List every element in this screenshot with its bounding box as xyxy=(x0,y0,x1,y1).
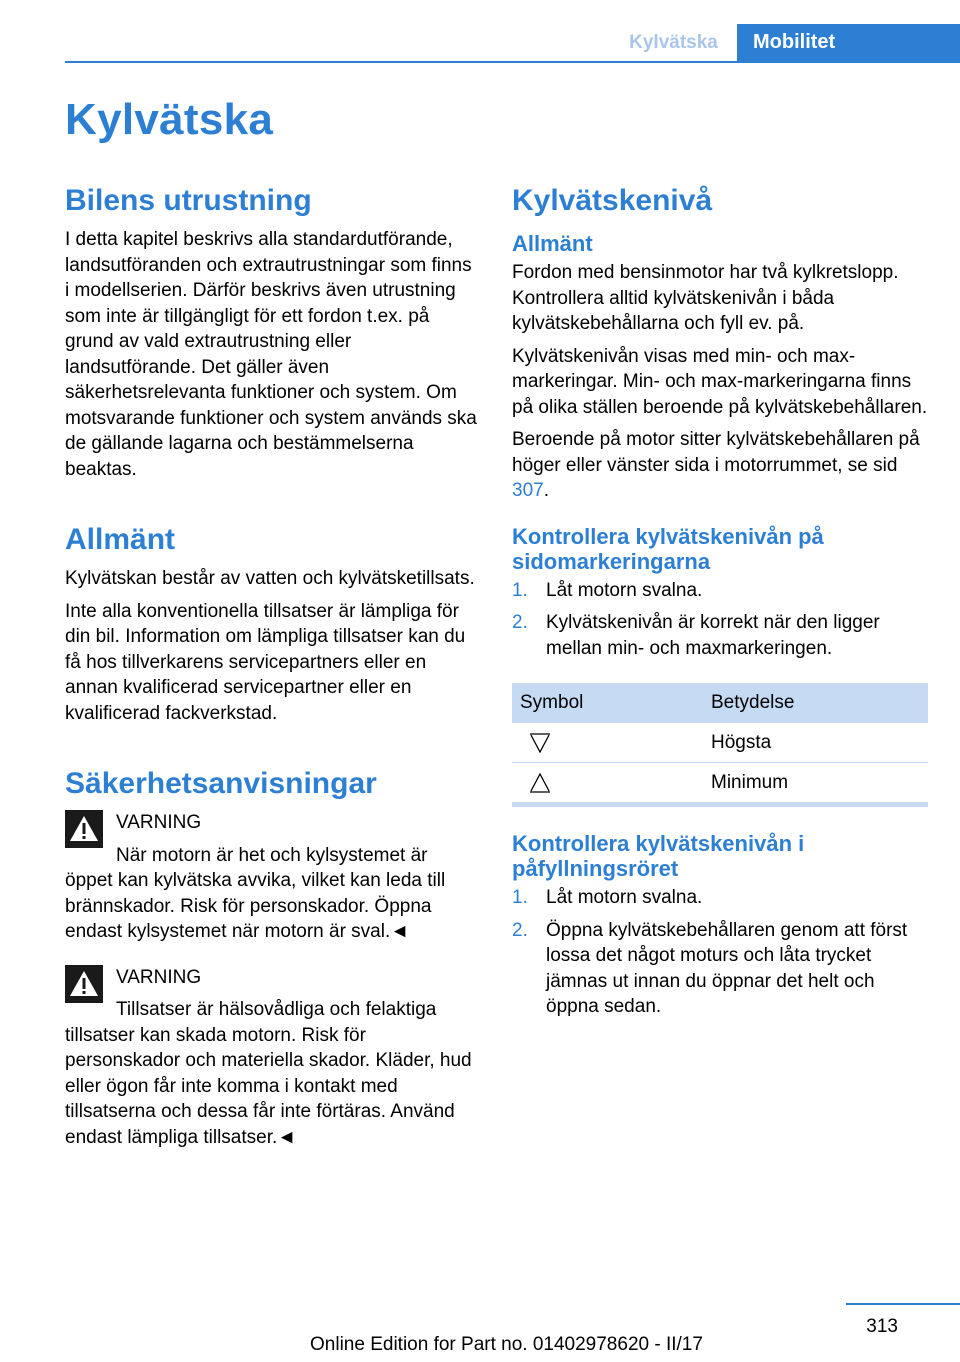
step-number: 1. xyxy=(512,579,528,601)
warning-block-1 xyxy=(65,810,480,945)
step-text: Kylvätskenivån är korrekt när den ligger mellan min- och maxmarkeringen. xyxy=(546,612,880,659)
step-text: Öppna kylvätskebehållaren genom att först lossa det något moturs och låta trycket jämnas ut innan du öppnar det helt och öppna sedan. xyxy=(546,919,908,1017)
table-row xyxy=(512,723,928,763)
meaning-cell: Minimum xyxy=(703,763,928,803)
symbol-table xyxy=(512,683,928,803)
safety-heading: Säkerhetsanvisningar xyxy=(65,767,377,800)
table-bottom-rule xyxy=(512,803,928,807)
level-paragraph-2: Kylvätskenivån visas med min- och max-markeringar. Min- och max-markeringarna finns på olika ställen beroende på kylvätskebehållaren. xyxy=(512,345,928,418)
symbol-cell xyxy=(512,723,703,763)
min-level-icon xyxy=(528,771,552,795)
list-item xyxy=(512,918,932,1020)
level-paragraph-1: Fordon med bensinmotor har två kylkretslopp. Kontrollera alltid kylvätskenivån i båda kylvätskebehållarna och fyll ev. på. xyxy=(512,262,899,334)
left-column xyxy=(65,183,480,1157)
page-title: Kylvätska xyxy=(65,95,274,144)
list-item xyxy=(512,578,932,604)
right-column xyxy=(512,183,932,1028)
step-text: Låt motorn svalna. xyxy=(546,579,703,601)
side-check-heading: Kontrollera kylvätskenivån på sidomarkeringarna xyxy=(512,523,824,574)
step-text: Låt motorn svalna. xyxy=(546,887,703,908)
list-item xyxy=(512,885,932,911)
chapter-tab: Mobilitet xyxy=(737,24,960,61)
table-row xyxy=(512,763,928,803)
level-paragraph-3-text: Beroende på motor sitter kylvätskebehållaren på höger eller vänster sida i motorrummet, se sid xyxy=(512,429,920,476)
section-tab: Kylvätska xyxy=(629,32,718,53)
warning-2-text: Tillsatser är hälsovådliga och felaktiga tillsatser kan skada motorn. Risk för personskador och materiella skador. Kläder, hud eller ögon får inte komma i kontakt med tillsatserna och dessa får inte förtäras. Använd endast lämpliga tillsatser.◄ xyxy=(65,999,472,1148)
level-subheading: Allmänt xyxy=(512,231,593,256)
column-header-symbol: Symbol xyxy=(512,683,703,723)
general-heading: Allmänt xyxy=(65,523,176,556)
column-header-meaning: Betydelse xyxy=(703,683,928,723)
equipment-text: I detta kapitel beskrivs alla standardutförande, landsutföranden och extrautrustningar som finns i modellserien. Därför beskrivs även utrustning som inte är tillgängligt för ett fordon t.ex. på grund av vald extrautrustning eller landsutförande. Det gäller även säkerhetsrelevanta funktioner och system. Om motsvarande funktioner och system används ska de gällande lagarna och bestämmelserna beaktas. xyxy=(65,229,477,480)
pipe-check-heading: Kontrollera kylvätskenivån i påfyllningsröret xyxy=(512,831,805,881)
footer-rule xyxy=(846,1303,960,1305)
warning-block-2 xyxy=(65,965,480,1151)
table-header-row xyxy=(512,683,928,723)
pipe-check-steps xyxy=(512,885,932,1020)
level-paragraph-3 xyxy=(512,427,932,504)
level-heading: Kylvätskenivå xyxy=(512,184,713,217)
warning-triangle-icon xyxy=(65,810,103,848)
warning-2-label: VARNING xyxy=(116,966,202,988)
warning-1-text: När motorn är het och kylsystemet är öppet kan kylvätska avvika, vilket kan leda till brännskador. Risk för personskador. Öppna endast kylsystemet när motorn är sval.◄ xyxy=(65,844,446,942)
step-number: 2. xyxy=(512,919,528,941)
step-number: 2. xyxy=(512,612,528,633)
page-number: 313 xyxy=(866,1316,898,1337)
meaning-cell: Högsta xyxy=(703,723,928,763)
page-reference-link[interactable]: 307 xyxy=(512,480,544,501)
side-check-steps xyxy=(512,578,932,662)
edition-note: Online Edition for Part no. 01402978620 - II/17 xyxy=(310,1334,703,1355)
warning-triangle-icon xyxy=(65,965,103,1003)
header-rule xyxy=(65,61,960,63)
warning-1-label: VARNING xyxy=(116,812,202,833)
max-level-icon xyxy=(528,731,552,755)
list-item xyxy=(512,610,932,661)
general-paragraph-2: Inte alla konventionella tillsatser är lämpliga för din bil. Information om lämpliga tillsatser kan du få hos tillverkarens servicepartners eller en annan kvalificerad servicepartner eller en kvalificerad fackverkstad. xyxy=(65,600,466,724)
step-number: 1. xyxy=(512,887,528,908)
level-paragraph-3-end: . xyxy=(543,480,549,501)
equipment-heading: Bilens utrustning xyxy=(65,184,312,217)
general-paragraph-1: Kylvätskan består av vatten och kylvätsketillsats. xyxy=(65,568,475,589)
symbol-cell xyxy=(512,763,703,803)
